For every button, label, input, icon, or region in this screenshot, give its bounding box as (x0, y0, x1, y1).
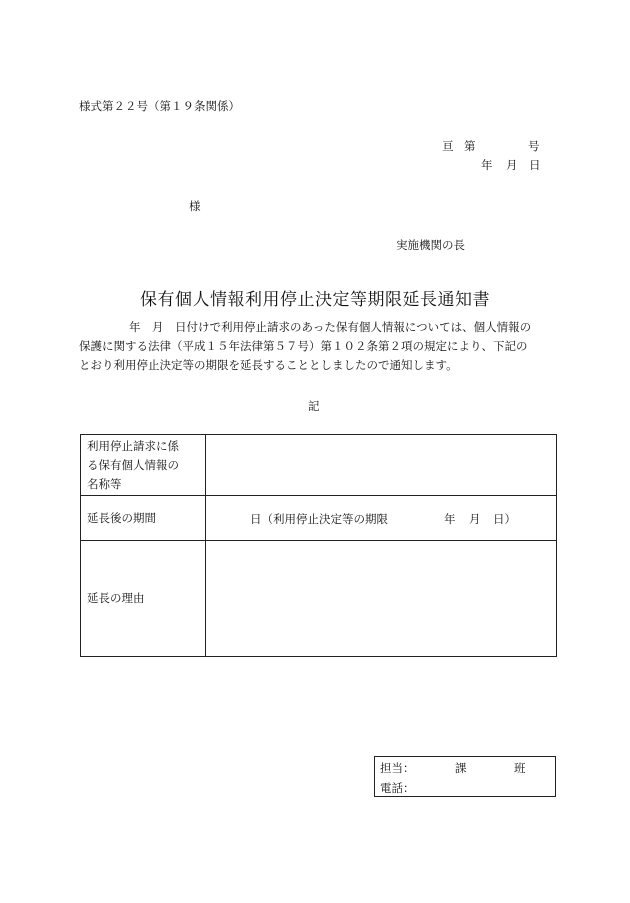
document-title: 保有個人情報利用停止決定等期限延長通知書 (140, 290, 490, 310)
period-month: 月 (469, 512, 481, 526)
details-table (80, 434, 557, 657)
form-number: 様式第２２号（第１９条関係） (79, 99, 240, 113)
period-day-part: 日（利用停止決定等の期限 (250, 512, 388, 526)
table-value (206, 496, 557, 541)
table-row (81, 541, 557, 657)
table-label (81, 435, 206, 496)
period-year: 年 (444, 512, 456, 526)
body-line: 年 月 日付けで利用停止請求のあった保有個人情報については、個人情報の (129, 320, 532, 334)
body-text (79, 318, 559, 375)
phone-label: 電話： (380, 781, 415, 795)
date-month: 月 (506, 158, 518, 172)
label-line: る保有個人情報の (87, 457, 179, 472)
label-line: 利用停止請求に係 (87, 438, 179, 453)
body-line: とおり利用停止決定等の期限を延長することとしましたので通知します。 (79, 358, 458, 372)
contact-box (374, 756, 556, 797)
period-day-end: 日） (493, 512, 516, 526)
ki-marker: 記 (308, 399, 320, 413)
doc-number-prefix: 亘 (442, 139, 454, 153)
table-label: 延長後の期間 (81, 496, 206, 541)
table-row (81, 496, 557, 541)
doc-number-mid: 第 (464, 139, 476, 153)
tanto-label: 担当： (380, 761, 415, 775)
han-label: 班 (514, 761, 526, 775)
date-year: 年 (481, 158, 493, 172)
ka-label: 課 (455, 761, 467, 775)
label-line: 名称等 (87, 476, 122, 491)
doc-number-suffix: 号 (528, 139, 540, 153)
table-row (81, 435, 557, 496)
body-line: 保護に関する法律（平成１５年法律第５７号）第１０２条第２項の規定により、下記の (79, 339, 528, 353)
date-day: 日 (529, 158, 541, 172)
table-value (206, 435, 557, 496)
table-value (206, 541, 557, 657)
table-label: 延長の理由 (81, 541, 206, 657)
addressee: 様 (189, 199, 201, 213)
sender: 実施機関の長 (396, 238, 465, 252)
